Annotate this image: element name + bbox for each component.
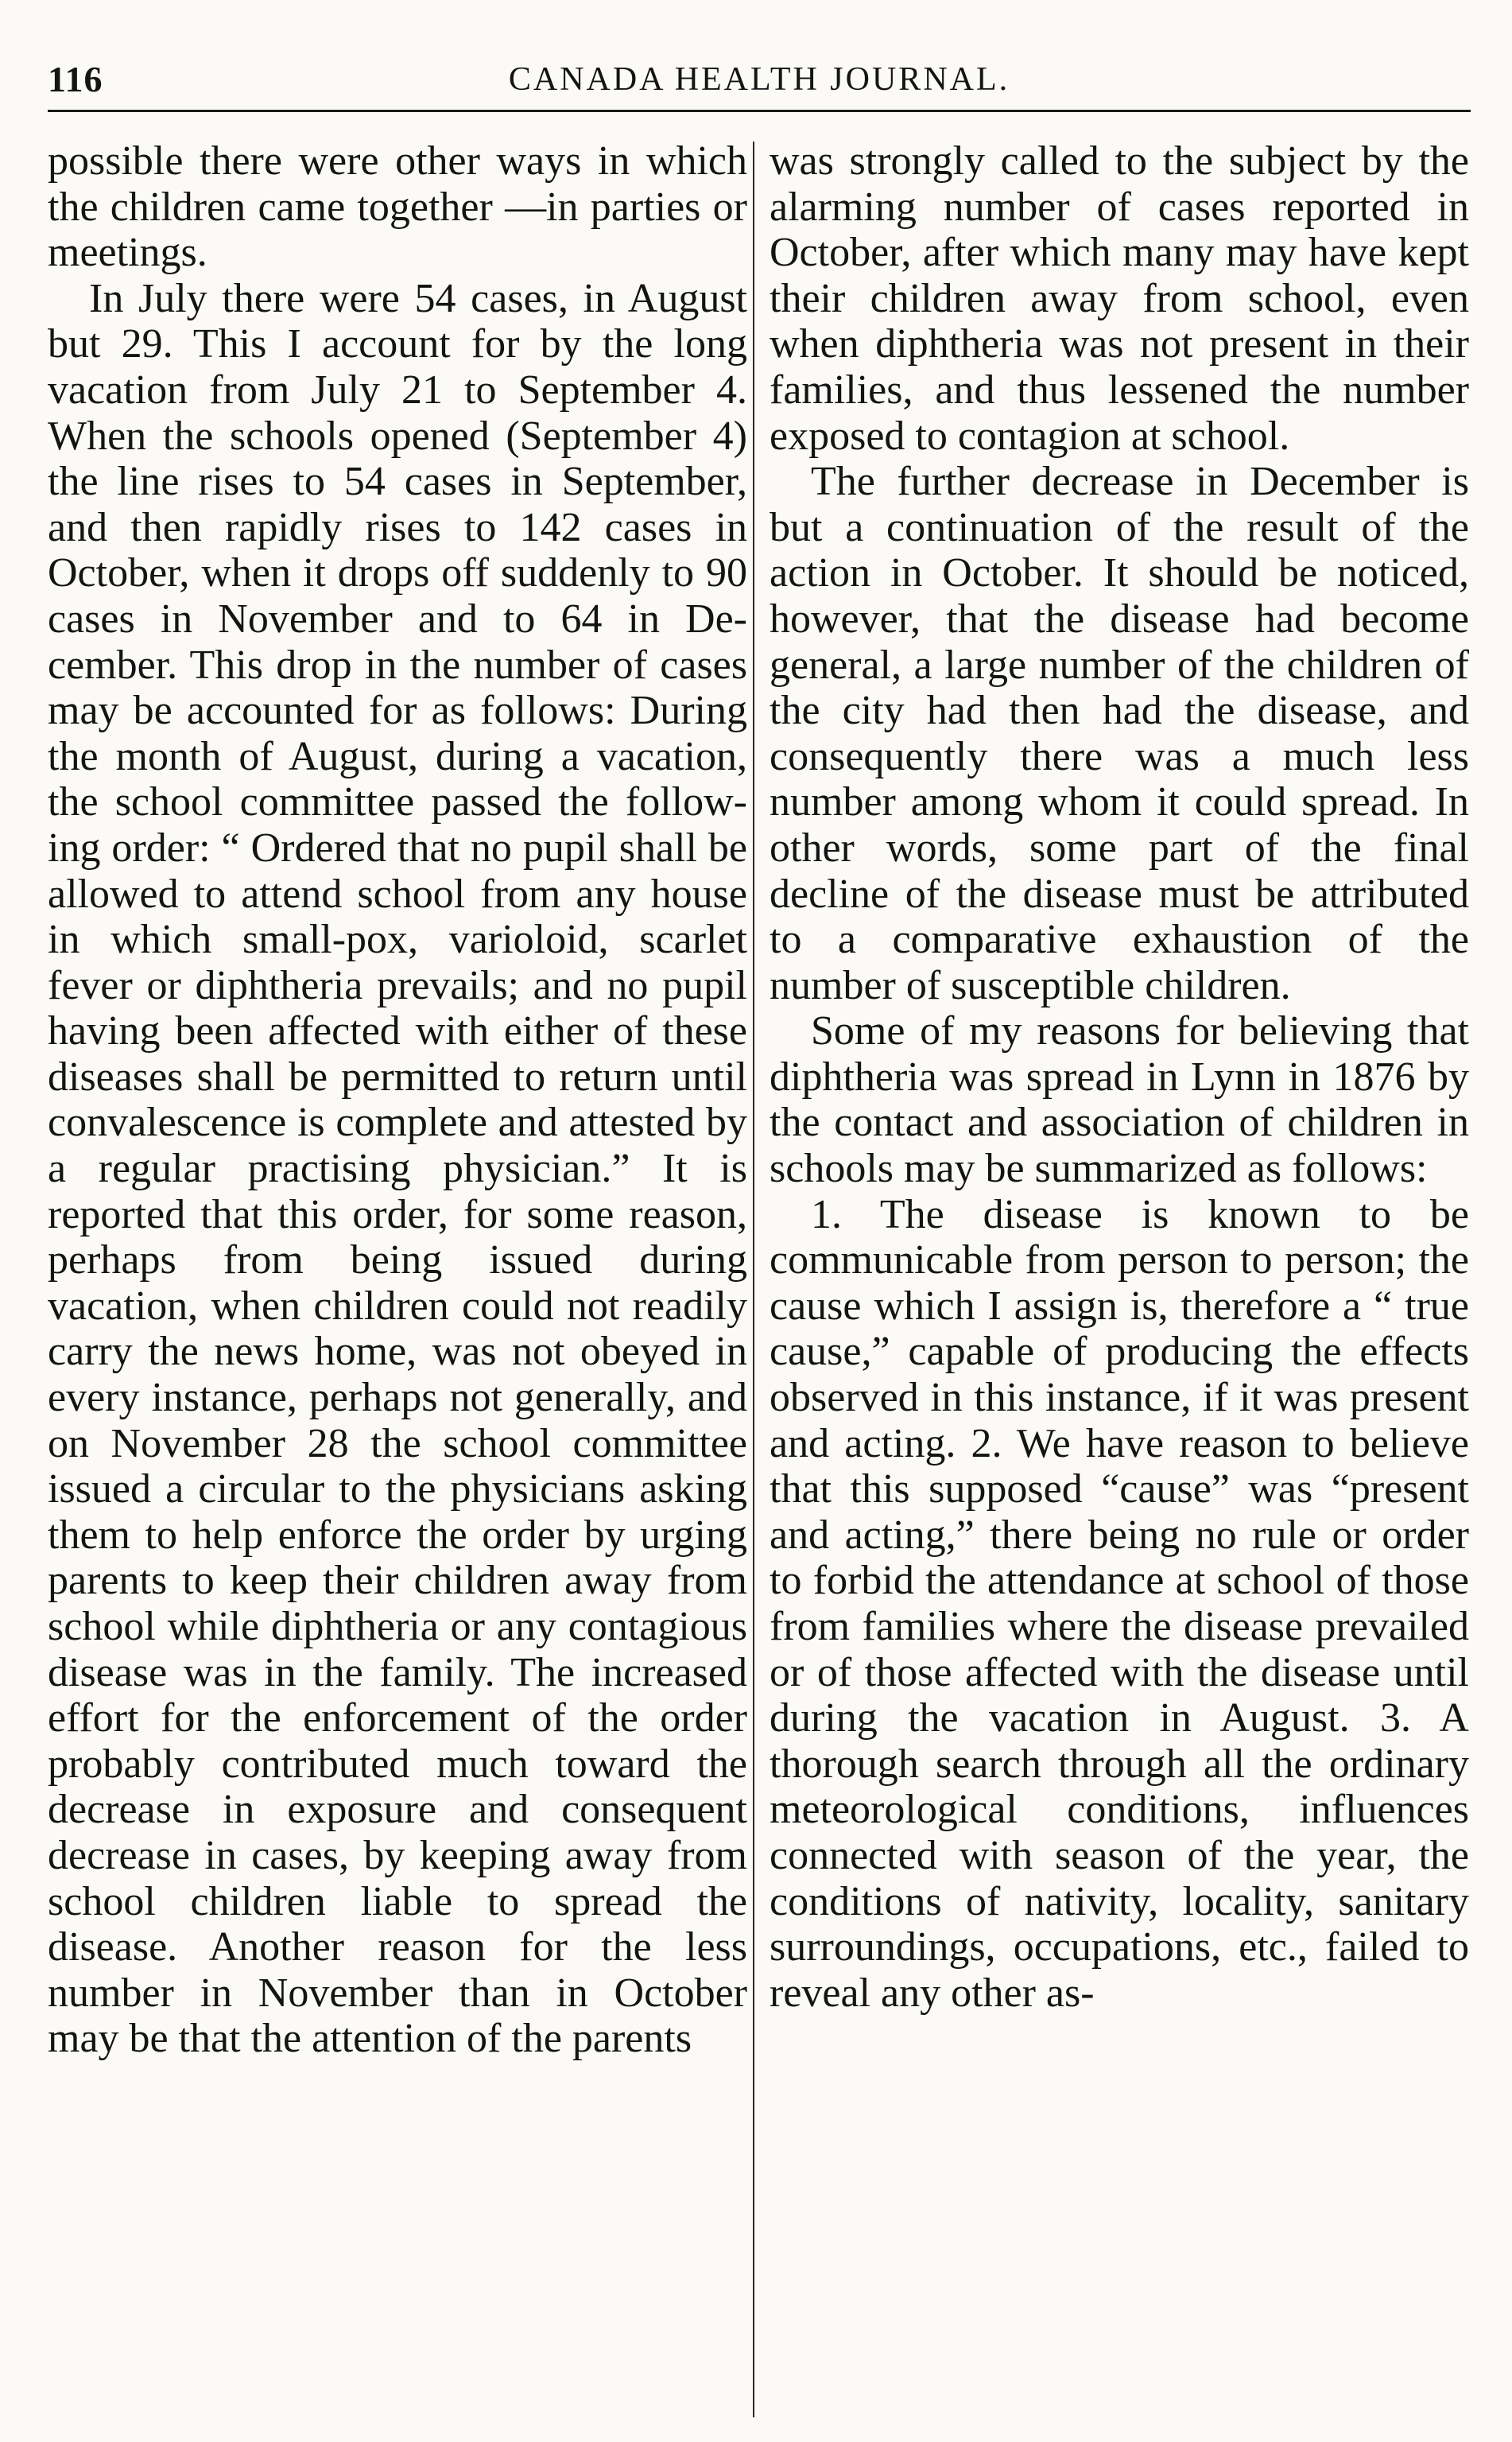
right-paragraph-3: Some of my reasons for believing that diphtheria was spread in Lynn in 1876 by the contact and association of children in schools may be summarized as follows: bbox=[770, 1008, 1469, 1192]
right-paragraph-2: The further decrease in December is but a continuation of the result of the action in October. It should be noticed, however, that the disease had become general, a large number of the children of the city had then had the disease, and consequently there was a much less number among whom it could spread. In other words, some part of the final decline of the disease must be attributed to a comparative exhaustion of the number of susceptible children. bbox=[770, 459, 1469, 1008]
left-paragraph-2: In July there were 54 cases, in August but 29. This I account for by the long vacation from July 21 to September 4. When the schools opened (September 4) the line rises to 54 cases in September, and then rapidly rises to 142 cases in October, when it drops off suddenly to 90 cases in November and to 64 in December. This drop in the number of cases may be accounted for as follows: During the month of August, during a vacation, the school committee passed the following order: “ Ordered that no pupil shall be allowed to attend school from any house in which small-pox, varioloid, scarlet fever or diphtheria prevails; and no pupil having been affected with either of these diseases shall be permitted to return until convalescence is complete and attested by a regular practising physician.” It is reported that this order, for some reason, perhaps from being issued during vacation, when children could not readily carry the news home, was not obeyed in every instance, perhaps not generally, and on November 28 the school committee issued a circular to the physicians asking them to help enforce the order by urging parents to keep their children away from school while diphtheria or any contagious disease was in the family. The increased effort for the enforcement of the order probably contributed much toward the decrease in exposure and consequent decrease in cases, by keeping away from school children liable to spread the disease. Another reason for the less number in November than in October may be that the attention of the parents bbox=[48, 275, 747, 2062]
column-divider bbox=[753, 142, 754, 2417]
left-paragraph-1: possible there were other ways in which the children came together —in parties or meetings. bbox=[48, 138, 747, 276]
journal-title: CANADA HEALTH JOURNAL. bbox=[508, 61, 1010, 98]
page-number: 116 bbox=[48, 59, 103, 99]
right-paragraph-4: 1. The disease is known to be communicable from person to person; the cause which I assign is, therefore a “ true cause,” capable of producing the effects observed in this instance, if it was present and acting. 2. We have reason to believe that this supposed “cause” was “present and acting,” there being no rule or order to forbid the attendance at school of those from families where the disease prevailed or of those affected with the disease until during the vacation in August. 3. A thorough search through all the ordinary meteorological conditions, influences connected with season of the year, the conditions of nativity, locality, sanitary surroundings, occupations, etc., failed to reveal any other as- bbox=[770, 1191, 1469, 2016]
right-column bbox=[770, 138, 1469, 2016]
running-head bbox=[48, 48, 1471, 111]
left-column bbox=[48, 138, 747, 2062]
right-paragraph-1: was strongly called to the subject by the alarming number of cases reported in October, after which many may have kept their children away from school, even when diphtheria was not present in their families, and thus lessened the number exposed to contagion at school. bbox=[770, 138, 1469, 459]
header-rule bbox=[48, 110, 1471, 112]
